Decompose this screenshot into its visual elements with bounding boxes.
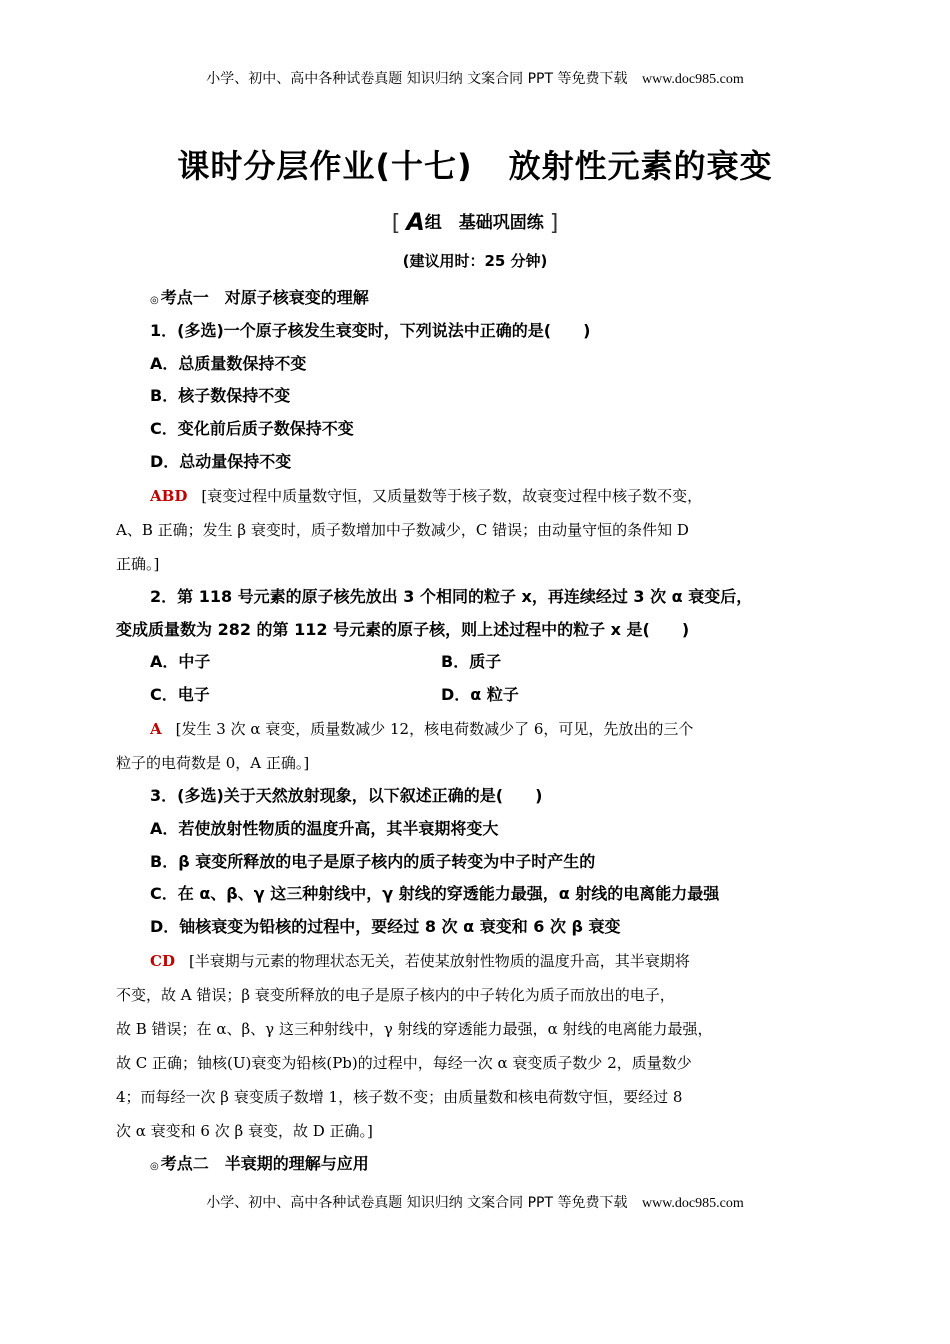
q2-explanation [116,746,838,780]
q3-option-b: B．β 衰变所释放的电子是原子核内的质子转变为中子时产生的 [150,851,596,871]
q1-option-c: C．变化前后质子数保持不变 [150,419,354,439]
q3-option-a: A．若使放射性物质的温度升高，其半衰期将变大 [150,818,499,838]
q2-options-row-1 [116,646,838,679]
q3-exp2: 不变，故 A 错误；β 衰变所释放的电子是原子核内的中子转化为质子而放出的电子， [116,985,675,1004]
q2-option-b: B．质子 [441,652,502,672]
q3-explanation [116,978,838,1148]
q2-exp1: [发生 3 次 α 衰变，质量数减少 12，核电荷数减少了 6，可见，先放出的三个 [175,719,694,738]
footer-text: 小学、初中、高中各种试卷真题 知识归纳 文案合同 PPT 等免费下载 [206,1195,628,1211]
q1-key: ABD [150,486,188,505]
q3-stem: 3．(多选)关于天然放射现象，以下叙述正确的是( ) [150,785,543,805]
target-icon: ◎ [150,295,159,306]
kp2-text: 考点二 半衰期的理解与应用 [160,1153,369,1173]
q1-exp1: [衰变过程中质量数守恒，又质量数等于核子数，故衰变过程中核子数不变， [201,486,703,505]
page-header [0,68,950,88]
q3-answer [116,944,838,978]
q1-option-a: A．总质量数保持不变 [150,353,307,373]
kp1-text: 考点一 对原子核衰变的理解 [160,288,369,307]
page-footer [0,1192,950,1212]
q1-explanation [116,513,838,581]
q1-answer [116,479,838,513]
q2-option-d: D．α 粒子 [441,685,519,705]
q3-exp5: 4；而每经一次 β 衰变质子数增 1，核子数不变；由质量数和核电荷数守恒，要经过 8 [116,1087,683,1106]
group-label [0,208,950,236]
q2-stem-1: 2．第 118 号元素的原子核先放出 3 个相同的粒子 x，再连续经过 3 次 α 衰变后， [150,586,753,606]
q2-option-c: C．电子 [150,685,210,705]
q3-exp4: 故 C 正确；铀核(U)衰变为铅核(Pb)的过程中，每经一次 α 衰变质子数少 2，质量数少 [116,1053,692,1072]
q3-option-c: C．在 α、β、γ 这三种射线中，γ 射线的穿透能力最强，α 射线的电离能力最强 [150,884,720,904]
target-icon: ◎ [150,1160,159,1172]
q2-stem-2: 变成质量数为 282 的第 112 号元素的原子核，则上述过程中的粒子 x 是( ) [116,619,690,639]
group-letter: A [406,208,425,236]
q3-option-d: D．铀核衰变为铅核的过程中，要经过 8 次 α 衰变和 6 次 β 衰变 [150,917,621,937]
group-open-bracket: [ [391,211,401,236]
header-text: 小学、初中、高中各种试卷真题 知识归纳 文案合同 PPT 等免费下载 [206,71,628,87]
q1-exp2: A、B 正确；发生 β 衰变时，质子数增加中子数减少，C 错误；由动量守恒的条件知 D [116,520,689,539]
q2-option-a: A．中子 [150,652,211,672]
q1-option-d: D．总动量保持不变 [150,451,292,471]
suggested-time: (建议用时：25 分钟) [402,252,548,270]
q1-exp3: 正确。] [116,554,160,573]
kp1-heading [116,282,838,315]
q2-options-row-2 [116,679,838,712]
kp2-heading [116,1148,838,1181]
q3-exp6: 次 α 衰变和 6 次 β 衰变，故 D 正确。] [116,1121,373,1140]
q1-option-b: B．核子数保持不变 [150,386,291,406]
q2-key: A [150,719,162,738]
q3-key: CD [150,951,175,970]
group-text: 组 基础巩固练 [424,213,544,233]
group-close-bracket: ] [549,211,559,236]
q1-stem: 1．(多选)一个原子核发生衰变时，下列说法中正确的是( ) [150,320,591,340]
title-left: 课时分层作业(十七) [177,147,473,185]
page-title [0,141,950,187]
q2-exp2: 粒子的电荷数是 0，A 正确。] [116,753,310,772]
q2-answer [116,712,838,746]
header-site: www.doc985.com [641,72,744,87]
footer-site: www.doc985.com [641,1196,744,1211]
title-right: 放射性元素的衰变 [508,147,773,185]
exercise-content [116,282,838,1181]
q3-exp1: [半衰期与元素的物理状态无关，若使某放射性物质的温度升高，其半衰期将 [188,951,690,970]
q3-exp3: 故 B 错误；在 α、β、γ 这三种射线中，γ 射线的穿透能力最强，α 射线的电离能力最强， [116,1019,713,1038]
